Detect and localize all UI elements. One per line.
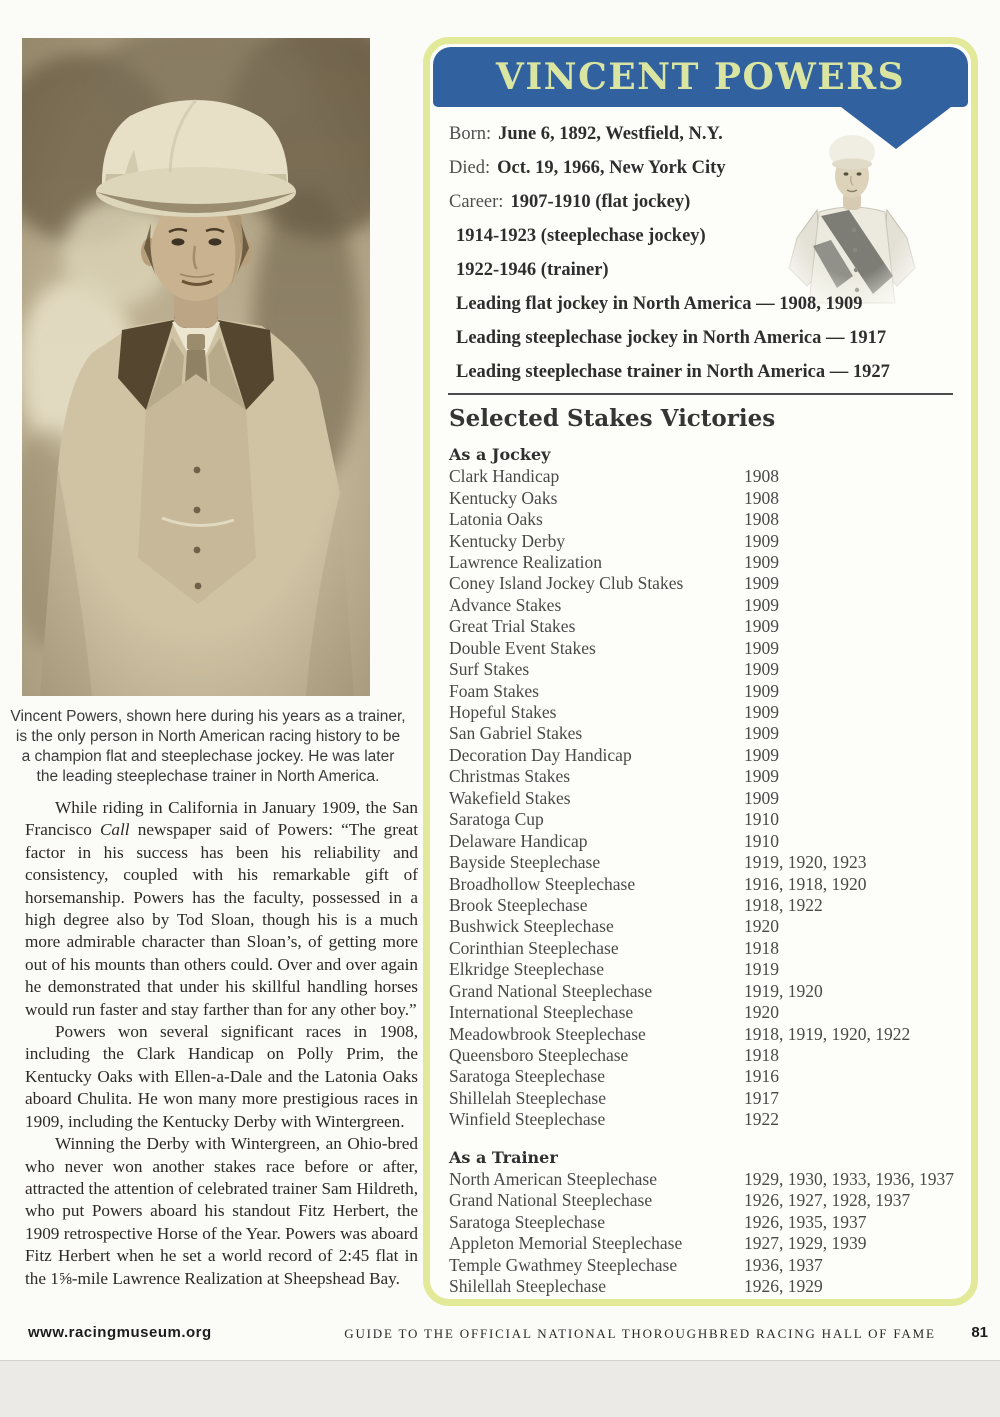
race-row — [449, 745, 951, 766]
race-name: Grand National Steeplechase — [449, 1190, 653, 1211]
race-years: 1909 — [744, 723, 779, 744]
race-years: 1916, 1918, 1920 — [744, 873, 867, 894]
race-years: 1910 — [744, 809, 779, 830]
race-row — [449, 959, 951, 980]
bio-row — [449, 151, 949, 185]
bio-value: 1922-1946 (trainer) — [456, 259, 609, 280]
race-row — [449, 830, 951, 851]
race-years: 1908 — [744, 466, 779, 487]
bio-facts — [449, 117, 949, 389]
race-name: Bayside Steeplechase — [449, 852, 601, 873]
race-name: Kentucky Oaks — [449, 487, 558, 508]
race-years: 1909 — [744, 680, 779, 701]
race-row — [449, 659, 951, 680]
race-row — [449, 1109, 951, 1130]
race-years: 1919 — [744, 959, 779, 980]
section-divider — [448, 393, 953, 395]
race-row — [449, 873, 951, 894]
race-row — [449, 1190, 951, 1211]
bio-label: Born: — [449, 123, 492, 144]
race-years: 1910 — [744, 830, 779, 851]
race-name: Surf Stakes — [449, 659, 530, 680]
race-name: North American Steeplechase — [449, 1168, 657, 1189]
race-row — [449, 509, 951, 530]
race-name: Brook Steeplechase — [449, 894, 588, 915]
race-years: 1918, 1922 — [744, 894, 823, 915]
race-years: 1909 — [744, 766, 779, 787]
race-row — [449, 766, 951, 787]
bio-row — [449, 117, 949, 151]
bio-value: 1907-1910 (flat jockey) — [510, 191, 691, 212]
race-name: Latonia Oaks — [449, 509, 543, 530]
race-years: 1922 — [744, 1109, 779, 1130]
race-years: 1909 — [744, 702, 779, 723]
race-name: Elkridge Steeplechase — [449, 959, 605, 980]
race-name: Wakefield Stakes — [449, 787, 571, 808]
portrait-illustration — [22, 38, 370, 696]
race-years: 1908 — [744, 509, 779, 530]
race-years: 1909 — [744, 744, 779, 765]
race-name: Broadhollow Steeplechase — [449, 873, 636, 894]
race-years: 1919, 1920 — [744, 980, 823, 1001]
jockey-race-list — [449, 466, 951, 1131]
trainer-portrait-photo — [22, 38, 370, 696]
race-row — [449, 852, 951, 873]
page-footer — [0, 1324, 1000, 1346]
race-name: Great Trial Stakes — [449, 616, 576, 637]
race-years: 1909 — [744, 594, 779, 615]
race-row — [449, 788, 951, 809]
race-years: 1909 — [744, 573, 779, 594]
race-row — [449, 466, 951, 487]
as-a-trainer-subheading: As a Trainer — [449, 1147, 558, 1167]
bio-value: June 6, 1892, Westfield, N.Y. — [498, 123, 723, 144]
race-row — [449, 1233, 951, 1254]
race-years: 1927, 1929, 1939 — [744, 1233, 867, 1254]
race-name: Saratoga Steeplechase — [449, 1066, 605, 1087]
race-row — [449, 638, 951, 659]
race-name: Kentucky Derby — [449, 530, 566, 551]
race-name: Winfield Steeplechase — [449, 1109, 606, 1130]
card-title: VINCENT POWERS — [495, 56, 906, 98]
race-row — [449, 723, 951, 744]
race-years: 1936, 1937 — [744, 1254, 823, 1275]
bio-row — [449, 355, 949, 389]
race-row — [449, 1002, 951, 1023]
bio-row — [449, 185, 949, 219]
race-row — [449, 1045, 951, 1066]
race-name: Meadowbrook Steeplechase — [449, 1023, 646, 1044]
race-name: Queensboro Steeplechase — [449, 1045, 629, 1066]
race-years: 1919, 1920, 1923 — [744, 852, 867, 873]
race-years: 1920 — [744, 916, 779, 937]
race-years: 1926, 1929 — [744, 1275, 823, 1296]
guide-title: GUIDE TO THE OFFICIAL NATIONAL THOROUGHBRED RACING HALL OF FAME — [344, 1326, 936, 1341]
race-years: 1929, 1930, 1933, 1936, 1937 — [744, 1168, 954, 1189]
race-name: Advance Stakes — [449, 594, 562, 615]
race-years: 1909 — [744, 616, 779, 637]
page-number: 81 — [971, 1324, 988, 1341]
museum-url: www.racingmuseum.org — [28, 1324, 212, 1341]
race-row — [449, 616, 951, 637]
race-row — [449, 1168, 954, 1190]
race-row — [449, 938, 951, 959]
race-row — [449, 573, 951, 594]
race-row — [449, 487, 951, 508]
race-years: 1909 — [744, 637, 779, 658]
bio-row — [449, 321, 949, 355]
bio-row — [449, 219, 949, 253]
bio-row — [449, 287, 949, 321]
race-row — [449, 1023, 951, 1044]
race-years: 1908 — [744, 487, 779, 508]
bio-value: 1914-1923 (steeplechase jockey) — [456, 225, 706, 246]
race-row — [449, 981, 951, 1002]
race-name: Corinthian Steeplechase — [449, 937, 619, 958]
race-years: 1926, 1927, 1928, 1937 — [744, 1190, 911, 1211]
paragraph-1 — [25, 797, 418, 1021]
race-name: Decoration Day Handicap — [449, 744, 632, 765]
race-row — [449, 530, 951, 551]
race-name: Coney Island Jockey Club Stakes — [449, 573, 684, 594]
bio-value: Leading steeplechase jockey in North America — 1917 — [456, 327, 887, 348]
race-name: International Steeplechase — [449, 1002, 634, 1023]
race-name: Shilellah Steeplechase — [449, 1275, 606, 1296]
paragraph-1-text: While riding in California in January 1909, the San Francisco — [25, 798, 418, 840]
article-body — [25, 797, 418, 1290]
race-years: 1918, 1919, 1920, 1922 — [744, 1023, 911, 1044]
race-name: Christmas Stakes — [449, 766, 571, 787]
race-name: Clark Handicap — [449, 466, 560, 487]
race-row — [449, 895, 951, 916]
newspaper-name-italic: Call — [99, 820, 130, 840]
race-name: Hopeful Stakes — [449, 702, 557, 723]
race-row — [449, 1276, 951, 1297]
race-row — [449, 552, 951, 573]
race-name: Saratoga Steeplechase — [449, 1211, 605, 1232]
race-years: 1918 — [744, 1045, 779, 1066]
race-name: Bushwick Steeplechase — [449, 916, 614, 937]
paragraph-2: Powers won several significant races in 1908, including the Clark Handicap on Polly Prim, the Kentucky Oaks with Ellen-a-Dale and the Latonia Oaks aboard Chulita. He won many more prestigious races in 1909, including the Kentucky Derby with Wintergreen. — [25, 1022, 418, 1131]
race-years: 1909 — [744, 659, 779, 680]
race-row — [449, 1211, 951, 1232]
race-years: 1917 — [744, 1087, 779, 1108]
race-name: Shillelah Steeplechase — [449, 1087, 606, 1108]
paragraph-3: Winning the Derby with Wintergreen, an Ohio-bred who never won another stakes race before or after, attracted the attention of celebrated trainer Sam Hildreth, who put Powers aboard his standout Fitz Herbert, the 1909 retrospective Horse of the Year. Powers was aboard Fitz Herbert when he set a world record of 2:45 flat in the 1⅝-mile Lawrence Realization at Sheepshead Bay. — [25, 1134, 418, 1288]
race-name: Temple Gwathmey Steeplechase — [449, 1254, 678, 1275]
race-row — [449, 809, 951, 830]
race-name: Grand National Steeplechase — [449, 980, 653, 1001]
bio-value: Leading steeplechase trainer in North America — 1927 — [456, 361, 890, 382]
bio-value: Leading flat jockey in North America — 1908, 1909 — [456, 293, 863, 314]
race-name: Delaware Handicap — [449, 830, 588, 851]
hall-of-fame-card — [423, 37, 978, 1306]
race-years: 1909 — [744, 787, 779, 808]
photo-caption: Vincent Powers, shown here during his years as a trainer, is the only person in North American racing history to be a champion flat and steeplechase jockey. He was later the leading steeplechase trainer in North America. — [10, 708, 406, 786]
race-row — [449, 916, 951, 937]
race-name: Foam Stakes — [449, 680, 539, 701]
card-header-banner — [433, 47, 968, 107]
race-years: 1916 — [744, 1066, 779, 1087]
stakes-victories-heading: Selected Stakes Victories — [449, 405, 776, 432]
race-name: Lawrence Realization — [449, 551, 603, 572]
race-years: 1909 — [744, 551, 779, 572]
race-row — [449, 680, 951, 701]
race-years: 1926, 1935, 1937 — [744, 1211, 867, 1232]
bio-label: Died: — [449, 157, 491, 178]
race-years: 1918 — [744, 937, 779, 958]
race-row — [449, 1254, 951, 1275]
trainer-race-list — [449, 1168, 954, 1298]
race-row — [449, 1088, 951, 1109]
race-years: 1920 — [744, 1002, 779, 1023]
race-years: 1909 — [744, 530, 779, 551]
scan-bottom-edge — [0, 1360, 1000, 1417]
race-row — [449, 595, 951, 616]
bio-value: Oct. 19, 1966, New York City — [497, 157, 726, 178]
paragraph-1-quote: newspaper said of Powers: “The great factor in his success has been his reliability and consistency, coupled with his remarkable gift of horsemanship. Powers has the faculty, possessed in a high degree also by Tod Sloan, though his is a much more admirable character than Sloan’s, of getting more out of his mounts than others could. Over and over again he demonstrated that under his skillful handling horses would run faster and stay farther than for any other boy.” — [25, 820, 418, 1019]
race-name: Double Event Stakes — [449, 637, 596, 658]
race-name: Saratoga Cup — [449, 809, 544, 830]
as-a-jockey-subheading: As a Jockey — [449, 445, 551, 464]
race-row — [449, 702, 951, 723]
race-row — [449, 1066, 951, 1087]
bio-label: Career: — [449, 191, 504, 212]
race-name: San Gabriel Stakes — [449, 723, 583, 744]
race-name: Appleton Memorial Steeplechase — [449, 1233, 683, 1254]
bio-row — [449, 253, 949, 287]
